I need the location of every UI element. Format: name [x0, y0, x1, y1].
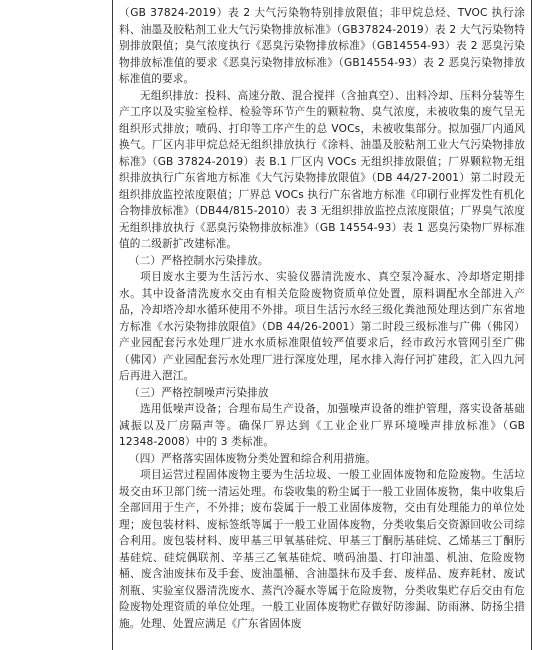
- paragraph-fugitive-emissions: 无组织排放：投料、高速分散、混合搅拌（含抽真空）、出料冷却、压料分装等生产工序以及实验室检样、检验等环节产生的颗粒物、臭气浓度，未被收集的废气呈无组织形式排放；喷码、打印等工序产生的总 VOCs，未被收集部分。拟加强厂内通风换气。厂区内非甲烷总烃无组织排放执行《涂料、油墨及胶粘剂工业大气污染物排放标准》（GB 37824-2019）表 B.1 厂区内 VOCs 无组织排放限值；厂界颗粒物无组织排放执行广东省地方标准《大气污染物排放限值》（DB 44/27-2001）第二时段无组织排放监控浓度限值；厂界总 VOCs 执行广东省地方标准《印刷行业挥发性有机化合物排放标准》（DB44/815-2010）表 3 无组织排放监控点浓度限值；厂界臭气浓度无组织排放执行《恶臭污染物排放标准》（GB 14554-93）表 1 恶臭污染物厂界标准值的二级新扩改建标准。: [119, 89, 525, 250]
- section-heading-noise: （三）严格控制噪声污染排放: [129, 386, 269, 399]
- paragraph-wastewater: 项目废水主要为生活污水、实验仪器清洗废水、真空泵冷凝水、冷却塔定期排水。其中设备清洗废水交由有相关危险废物资质单位处置，原料调配水全部进入产品，冷却塔冷却水循环使用不外排。项目生活污水经三级化粪池预处理达到广东省地方标准《水污染物排放限值》（DB 44/26-2001）第二时段三级标准与广佛（佛冈）产业园配套污水处理厂进水水质标准限值较严值要求后，经市政污水管网引至广佛（佛冈）产业园配套污水处理厂进行深度处理，尾水排入海仔河扩建段，汇入四九河后再进入潖江。: [119, 271, 525, 382]
- document-body: [119, 5, 525, 632]
- section-heading-solid-waste: （四）严格落实固体废物分类处置和综合利用措施。: [129, 452, 377, 465]
- paragraph-solid-waste: 项目运营过程固体废物主要为生活垃圾、一般工业固体废物和危险废物。生活垃圾交由环卫部门统一清运处理。布袋收集的粉尘属于一般工业固体废物，集中收集后全部回用于生产，不外排；废布袋属于一般工业固体废物，交由有处理能力的单位处理；废包装材料、废标签纸等属于一般工业固体废物，分类收集后交资源回收公司综合利用。废包装材料、废甲基三甲氧基硅烷、甲基三丁酮肟基硅烷、乙烯基三丁酮肟基硅烷、硅烷偶联剂、辛基三乙氧基硅烷、喷码油墨、打印油墨、机油、危险废物桶、废含油废抹布及手套、废油墨桶、含油墨抹布及手套、废样品、废弃耗材、废试剂瓶、实验室仪器清洗废水、蒸汽冷凝水等属于危险废物，分类收集贮存后交由有危险废物处理资质的单位处理。一般工业固体废物贮存做好防渗漏、防雨淋、防扬尘措施。处理、处置应满足《广东省固体废: [119, 469, 525, 630]
- paragraph-noise: 选用低噪声设备；合理布局生产设备，加强噪声设备的维护管理，落实设备基础减振以及厂房隔声等。确保厂界达到《工业企业厂界环境噪声排放标准》（GB 12348-2008）中的 3 类标准。: [119, 403, 525, 448]
- table-cell-border: [112, 0, 532, 650]
- paragraph-emission-standards: （GB 37824-2019）表 2 大气污染物特别排放限值；非甲烷总烃、TVOC 执行涂料、油墨及胶粘剂工业大气污染物排放标准》（GB37824-2019）表 2 大气污染物特别排放限值；臭气浓度执行《恶臭污染物排放标准》（GB14554-93）表 2 恶臭污染物排放标准值的要求《恶臭污染物排放标准》（GB14554-93）表 2 恶臭污染物排放标准值的要求。: [119, 7, 525, 85]
- section-heading-water: （二）严格控制水污染排放。: [129, 254, 269, 267]
